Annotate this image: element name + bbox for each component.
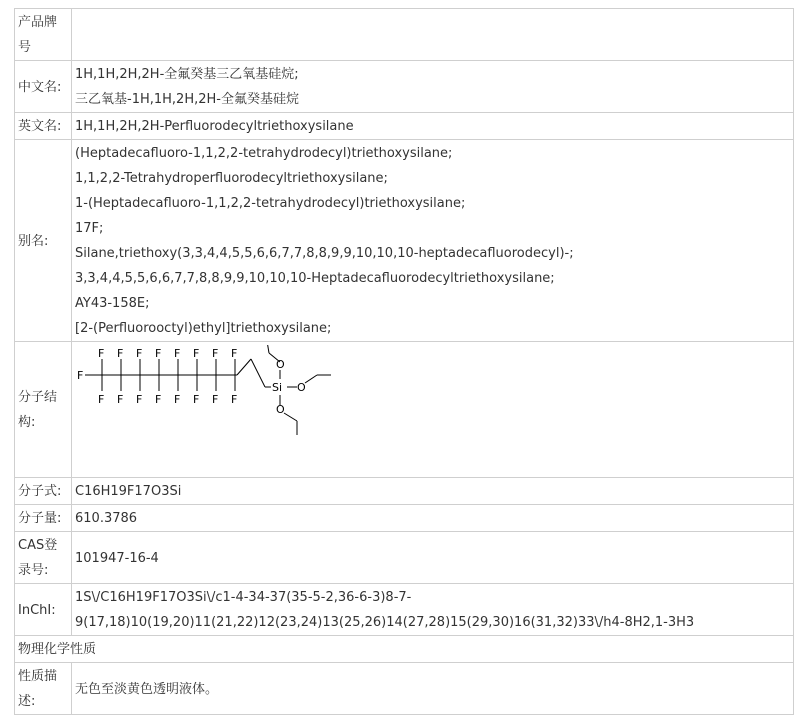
row-chinese-name <box>15 61 794 113</box>
synonym-item: [2-(Perfluorooctyl)ethyl]triethoxysilane; <box>75 321 332 336</box>
chinese-name-line: 1H,1H,2H,2H-全氟癸基三乙氧基硅烷; <box>75 67 299 82</box>
atom-label: F <box>117 347 124 360</box>
synonym-item: 3,3,4,4,5,5,6,6,7,7,8,8,9,9,10,10,10-Heptadecafluorodecyltriethoxysilane; <box>75 271 555 286</box>
atom-label: O <box>276 358 285 371</box>
inchi-line: 9(17,18)10(19,20)11(21,22)12(23,24)13(25,26)14(27,28)15(29,30)16(31,32)33\/h4-8H2,1-3H3 <box>75 615 695 630</box>
label-chinese-name: 中文名: <box>15 61 72 113</box>
atom-label: F <box>117 393 124 406</box>
atom-label: F <box>174 393 181 406</box>
value-synonyms <box>72 140 794 342</box>
label-cas: CAS登录号: <box>15 532 72 584</box>
value-formula: C16H19F17O3Si <box>72 478 794 505</box>
value-chinese-name <box>72 61 794 113</box>
atom-label: O <box>297 381 306 394</box>
row-cas <box>15 532 794 584</box>
synonym-item: Silane,triethoxy(3,3,4,4,5,5,6,6,7,7,8,8,9,9,10,10,10-heptadecafluorodecyl)-; <box>75 246 574 261</box>
value-property-description: 无色至淡黄色透明液体。 <box>72 663 794 715</box>
atom-label: F <box>136 393 143 406</box>
value-structure <box>72 342 794 478</box>
row-formula <box>15 478 794 505</box>
atom-label: F <box>98 393 105 406</box>
row-inchi <box>15 584 794 636</box>
atom-label: Si <box>272 381 283 394</box>
molecular-structure-diagram <box>75 345 345 445</box>
structure-atoms <box>77 347 306 416</box>
label-molecular-weight: 分子量: <box>15 505 72 532</box>
label-formula: 分子式: <box>15 478 72 505</box>
section-header-properties: 物理化学性质 <box>15 636 794 663</box>
label-inchi: InChI: <box>15 584 72 636</box>
row-synonyms <box>15 140 794 342</box>
atom-label: F <box>212 393 219 406</box>
synonym-item: 1,1,2,2-Tetrahydroperfluorodecyltriethoxysilane; <box>75 171 388 186</box>
label-structure: 分子结构: <box>15 342 72 478</box>
value-inchi <box>72 584 794 636</box>
row-molecular-weight <box>15 505 794 532</box>
chinese-name-line: 三乙氧基-1H,1H,2H,2H-全氟癸基硅烷 <box>75 92 299 107</box>
atom-label: F <box>155 393 162 406</box>
row-section-header <box>15 636 794 663</box>
atom-label: F <box>174 347 181 360</box>
label-synonyms: 别名: <box>15 140 72 342</box>
atom-label: F <box>98 347 105 360</box>
row-structure <box>15 342 794 478</box>
product-info-table <box>14 8 794 715</box>
row-property-description <box>15 663 794 715</box>
atom-label: F <box>136 347 143 360</box>
value-cas: 101947-16-4 <box>72 532 794 584</box>
atom-label: F <box>155 347 162 360</box>
atom-label: O <box>276 403 285 416</box>
synonym-item: 17F; <box>75 221 104 236</box>
value-molecular-weight: 610.3786 <box>72 505 794 532</box>
row-brand <box>15 9 794 61</box>
atom-label: F <box>212 347 219 360</box>
row-english-name <box>15 113 794 140</box>
label-brand: 产品牌号 <box>15 9 72 61</box>
atom-label: F <box>231 393 238 406</box>
label-english-name: 英文名: <box>15 113 72 140</box>
synonym-item: AY43-158E; <box>75 296 150 311</box>
atom-label: F <box>77 369 84 382</box>
value-brand <box>72 9 794 61</box>
inchi-line: 1S\/C16H19F17O3Si\/c1-4-34-37(35-5-2,36-6-3)8-7- <box>75 590 412 605</box>
atom-label: F <box>193 393 200 406</box>
synonym-item: (Heptadecafluoro-1,1,2,2-tetrahydrodecyl)triethoxysilane; <box>75 146 453 161</box>
atom-label: F <box>231 347 238 360</box>
atom-label: F <box>193 347 200 360</box>
value-english-name: 1H,1H,2H,2H-Perfluorodecyltriethoxysilane <box>72 113 794 140</box>
label-property-description: 性质描述: <box>15 663 72 715</box>
synonym-item: 1-(Heptadecafluoro-1,1,2,2-tetrahydrodecyl)triethoxysilane; <box>75 196 466 211</box>
